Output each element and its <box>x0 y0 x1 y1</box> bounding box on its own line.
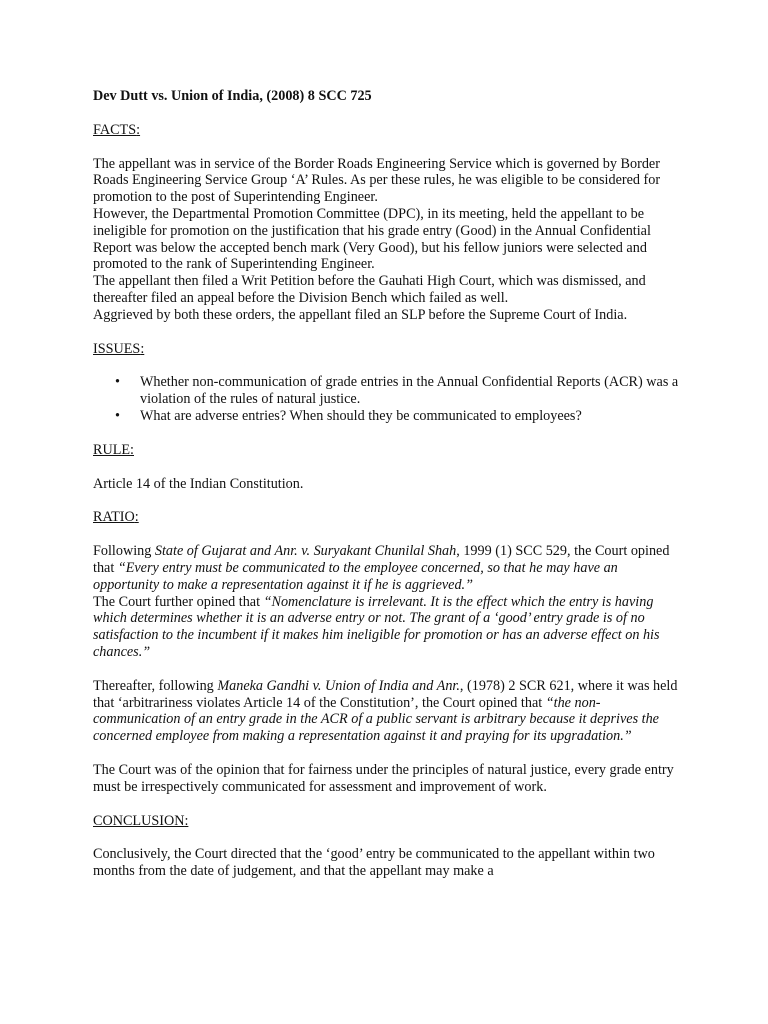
facts-heading-line <box>93 122 683 139</box>
list-item <box>115 374 683 408</box>
conclusion-text: Conclusively, the Court directed that the ‘good’ entry be communicated to the appellant within two months from the date of judgement, and that the appellant may make a <box>93 846 655 880</box>
facts-section <box>93 156 683 324</box>
quotation: “the non-communication of an entry grade in the ACR of a public servant is arbitrary because it deprives the concerned employee from making a representation against it and praying for its upgradation.” <box>93 694 659 745</box>
bullet-icon: • <box>115 374 120 391</box>
document-page <box>93 88 683 880</box>
case-citation: Maneka Gandhi v. Union of India and Anr. <box>217 677 460 694</box>
quotation: “Nomenclature is irrelevant. It is the effect which the entry is having which determines whether it is an adverse entry or not. The grant of a ‘good’ entry grade is of no satisfaction to the incumbent if it makes him ineligible for promotion or has an adverse effect on his chances.” <box>93 593 660 660</box>
issue-text: Whether non-communication of grade entries in the Annual Confidential Reports (ACR) was a violation of the rules of natural justice. <box>140 374 679 408</box>
ratio-heading: RATIO: <box>93 509 139 526</box>
ratio-heading-line <box>93 509 683 526</box>
quotation: “Every entry must be communicated to the employee concerned, so that he may have an opportunity to make a representation against it if he is aggrieved.” <box>93 559 618 593</box>
ratio-paragraph: The Court further opined that “Nomenclature is irrelevant. It is the effect which the entry is having which determines whether it is an adverse entry or not. The grant of a ‘good’ entry grade is of no satisfaction to the incumbent if it makes him ineligible for promotion or has an adverse effect on his chances.” <box>93 593 660 660</box>
facts-heading: FACTS: <box>93 121 141 138</box>
list-item <box>115 407 683 425</box>
rule-text: Article 14 of the Indian Constitution. <box>93 475 304 492</box>
issues-heading-line <box>93 341 683 358</box>
ratio-paragraph: The Court was of the opinion that for fairness under the principles of natural justice, every grade entry must be irrespectively communicated for assessment and improvement of work. <box>93 761 674 795</box>
issues-list <box>93 374 683 424</box>
facts-paragraph: The appellant was in service of the Border Roads Engineering Service which is governed by Border Roads Engineering Service Group ‘A’ Rules. As per these rules, he was eligible to be considered for promotion to the post of Superintending Engineer. <box>93 155 661 206</box>
ratio-paragraph: Following State of Gujarat and Anr. v. Suryakant Chunilal Shah, 1999 (1) SCC 529, the Court opined that “Every entry must be communicated to the employee concerned, so that he may have an opportunity to make a representation against it if he is aggrieved.” <box>93 543 670 593</box>
bullet-icon: • <box>115 407 120 424</box>
case-title: Dev Dutt vs. Union of India, (2008) 8 SCC 725 <box>93 88 372 104</box>
rule-heading-line <box>93 442 683 459</box>
conclusion-heading: CONCLUSION: <box>93 812 189 829</box>
facts-paragraph: The appellant then filed a Writ Petition before the Gauhati High Court, which was dismissed, and thereafter filed an appeal before the Division Bench which failed as well. <box>93 273 646 306</box>
facts-paragraph: However, the Departmental Promotion Committee (DPC), in its meeting, held the appellant to be ineligible for promotion on the justification that his grade entry (Good) in the Annual Confidential Report was below the accepted bench mark (Very Good), but his fellow juniors were selected and promoted to the rank of Superintending Engineer. <box>93 205 651 273</box>
rule-heading: RULE: <box>93 441 134 458</box>
issue-text: What are adverse entries? When should they be communicated to employees? <box>140 407 582 424</box>
case-citation: State of Gujarat and Anr. v. Suryakant Chunilal Shah <box>154 543 457 560</box>
ratio-section-1 <box>93 543 683 661</box>
ratio-paragraph: Thereafter, following Maneka Gandhi v. Union of India and Anr., (1978) 2 SCR 621, where it was held that ‘arbitrariness violates Article 14 of the Constitution’, the Court opined that “the non-communication of an entry grade in the ACR of a public servant is arbitrary because it deprives the concerned employee from making a representation against it and praying for its upgradation.” <box>93 677 678 745</box>
conclusion-heading-line <box>93 813 683 830</box>
facts-paragraph: Aggrieved by both these orders, the appellant filed an SLP before the Supreme Court of India. <box>93 306 628 323</box>
issues-heading: ISSUES: <box>93 340 145 357</box>
